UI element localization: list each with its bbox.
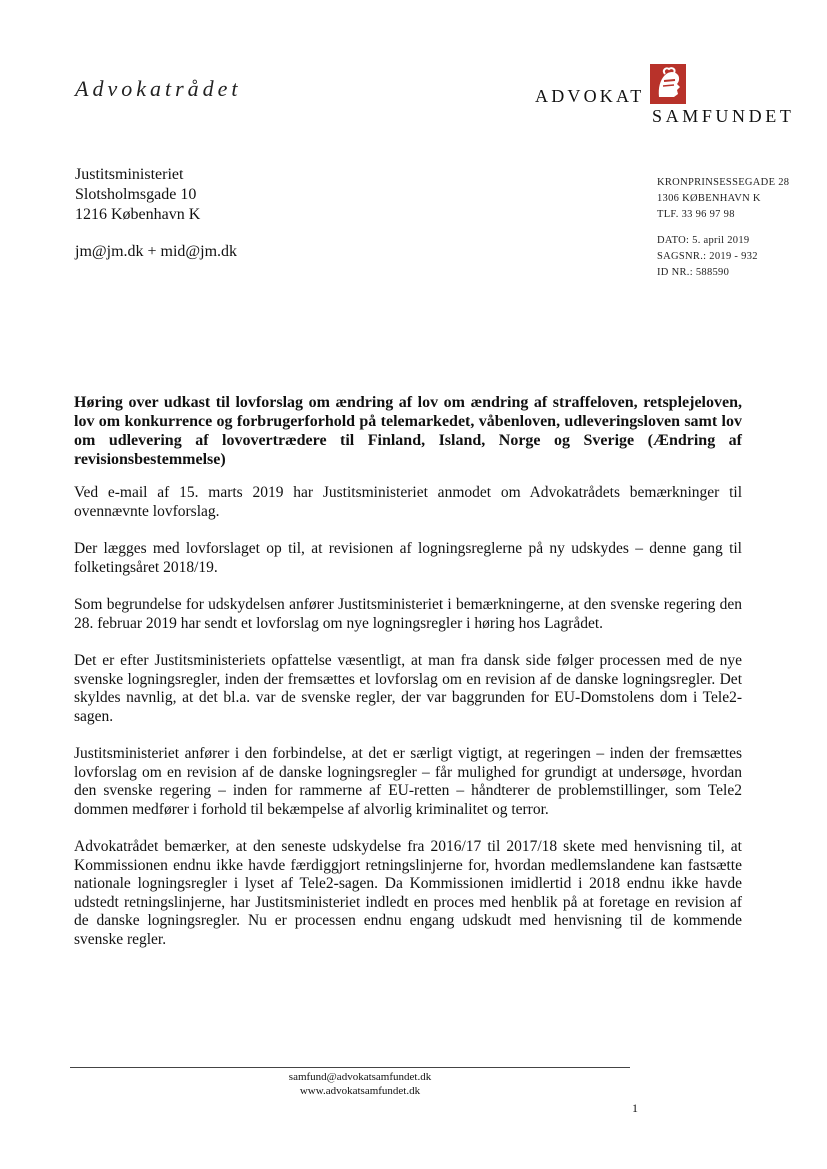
footer-email-link[interactable]: samfund@advokatsamfundet.dk xyxy=(288,1071,432,1083)
recipient-name: Justitsministeriet xyxy=(75,166,184,183)
sender-city: 1306 KØBENHAVN K xyxy=(657,193,761,204)
letter-body xyxy=(74,484,742,968)
footer-divider xyxy=(70,1067,630,1068)
body-paragraph: Det er efter Justitsministeriets opfattelse væsentligt, at man fra dansk side følger processen med de nye svenske logningsregler, inden der fremsættes et lovforslag om en revision af de danske logningsregler. Det skyldes navnlig, at det bl.a. var de svenske regler, der var baggrunden for EU-Domstolens dom i Tele2-sagen. xyxy=(74,652,742,725)
body-paragraph: Advokatrådet bemærker, at den seneste udskydelse fra 2016/17 til 2017/18 skete med henvisning til, at Kommissionen endnu ikke havde færdiggjort retningslinjerne for, hvordan medlemslandene kan fastsætte nationale logningsregler i lyset af Tele2-sagen. Da Kommissionen imidlertid i 2018 endnu ikke havde udstedt retningslinjerne, har Justitsministeriet indledt en proces med henblik på at foretage en revision af de danske logningsregler. Nu er processen endnu engang udskudt med henvisning til de kommende svenske regler. xyxy=(74,838,742,948)
body-paragraph: Der lægges med lovforslaget op til, at revisionen af logningsreglerne på ny udskydes – denne gang til folketingsåret 2018/19. xyxy=(74,540,742,576)
sender-phone: TLF. 33 96 97 98 xyxy=(657,209,735,220)
body-paragraph: Ved e-mail af 15. marts 2019 har Justitsministeriet anmodet om Advokatrådets bemærkninger til ovennævnte lovforslag. xyxy=(74,484,742,520)
council-name: Advokatrådet xyxy=(75,76,242,101)
recipient-street: Slotsholmsgade 10 xyxy=(75,186,197,203)
sender-street: KRONPRINSESSEGADE 28 xyxy=(657,177,790,188)
advokatsamfundet-logo xyxy=(535,64,797,130)
logo-word-samfundet: SAMFUNDET xyxy=(652,106,795,126)
logo-word-advokat: ADVOKAT xyxy=(535,86,645,106)
footer-website-link[interactable]: www.advokatsamfundet.dk xyxy=(299,1085,421,1097)
sender-info xyxy=(657,175,789,281)
body-paragraph: Som begrundelse for udskydelsen anfører Justitsministeriet i bemærkningerne, at den svenske regering den 28. februar 2019 har sendt et lovforslag om nye logningsregler i høring hos Lagrådet. xyxy=(74,596,742,632)
id-number: ID NR.: 588590 xyxy=(657,267,730,278)
letter-subject: Høring over udkast til lovforslag om ændring af lov om ændring af straffeloven, retsplejeloven, lov om konkurrence og forbrugerforhold på telemarkedet, våbenloven, udleveringsloven samt lov om udlevering af lovovertrædere til Finland, Island, Norge og Sverige (Ændring af revisionsbestemmelse) xyxy=(74,394,742,468)
footer xyxy=(200,1070,520,1098)
recipient-email: jm@jm.dk + mid@jm.dk xyxy=(75,243,238,260)
case-number: SAGSNR.: 2019 - 932 xyxy=(657,251,758,262)
letter-date: DATO: 5. april 2019 xyxy=(657,235,750,246)
page-number: 1 xyxy=(632,1101,638,1115)
recipient-city: 1216 København K xyxy=(75,206,201,223)
body-paragraph: Justitsministeriet anfører i den forbindelse, at det er særligt vigtigt, at regeringen – inden der fremsættes lovforslag om en revision af de danske logningsregler – får mulighed for grundigt at undersøge, hvordan den svenske regering – inden for rammerne af EU-retten – håndterer de problemstillinger, som Tele2 dommen medfører i forhold til bekæmpelse af alvorlig kriminalitet og terror. xyxy=(74,745,742,818)
knight-helmet-icon xyxy=(650,64,686,104)
recipient-address xyxy=(75,165,200,225)
